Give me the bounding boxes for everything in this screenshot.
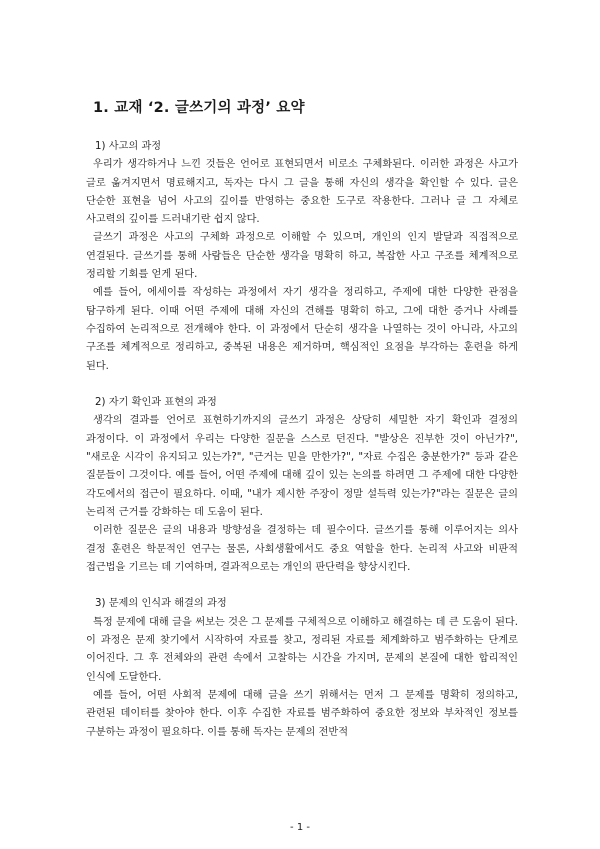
section-heading: 1) 사고의 과정 bbox=[95, 141, 162, 152]
section-thinking-process bbox=[86, 138, 518, 376]
paragraph: 예를 들어, 에세이를 작성하는 과정에서 자기 생각을 정리하고, 주제에 대한 다양한 관점을 탐구하게 된다. 이때 어떤 주제에 대해 자신의 견해를 명확히 하고, 그에 대한 증거나 사례를 수집하여 논리적으로 전개해야 한다. 이 과정에서 단순히 생각을 나열하는 것이 아니라, 사고의 구조를 체계적으로 정리하고, 중복된 내용은 제거하며, 핵심적인 요점을 부각하는 훈련을 하게 된다. bbox=[86, 287, 518, 372]
section-heading: 3) 문제의 인식과 해결의 과정 bbox=[95, 598, 227, 610]
paragraph: 글쓰기 과정은 사고의 구체화 과정으로 이해할 수 있으며, 개인의 인지 발달과 직접적으로 연결된다. 글쓰기를 통해 사람들은 단순한 생각을 명확히 하고, 복잡한 사고 구조를 체계적으로 정리할 기회를 얻게 된다. bbox=[86, 232, 518, 281]
document-body bbox=[86, 138, 518, 760]
section-self-confirmation bbox=[86, 394, 518, 577]
paragraph: 이러한 질문은 글의 내용과 방향성을 결정하는 데 필수이다. 글쓰기를 통해 이루어지는 의사 결정 훈련은 학문적인 연구는 물론, 사회생활에서도 중요 역할을 한다. 논리적 사고와 비판적 접근법을 기르는 데 기여하며, 결과적으로는 개인의 판단력을 향상시킨다. bbox=[86, 525, 518, 573]
section-heading: 2) 자기 확인과 표현의 과정 bbox=[95, 397, 217, 409]
paragraph: 예를 들어, 어떤 사회적 문제에 대해 글을 쓰기 위해서는 먼저 그 문제를 명확히 정의하고, 관련된 데이터를 찾아야 한다. 이후 수집한 자료를 범주화하여 중요한 정보와 부차적인 정보를 구분하는 과정이 필요하다. 이를 통해 독자는 문제의 전반적 bbox=[86, 689, 518, 738]
page-number: - 1 - bbox=[290, 822, 310, 833]
section-problem-solving bbox=[86, 595, 518, 741]
paragraph: 특정 문제에 대해 글을 써보는 것은 그 문제를 구체적으로 이해하고 해결하는 데 큰 도움이 된다. 이 과정은 문제 찾기에서 시작하여 자료를 찾고, 정리된 자료를 체계화하고 범주화하는 단계로 이어진다. 그 후 전체와의 관련 속에서 고찰하는 시간을 가지며, 문제의 본질에 대한 합리적인 인식에 도달한다. bbox=[86, 616, 518, 683]
page-title: 1. 교재 ‘2. 글쓰기의 과정’ 요약 bbox=[93, 100, 305, 116]
paragraph: 생각의 결과를 언어로 표현하기까지의 글쓰기 과정은 상당히 세밀한 자기 확인과 결정의 과정이다. 이 과정에서 우리는 다양한 질문을 스스로 던진다. "발상은 진부한 것이 아닌가?", "새로운 시각이 유지되고 있는가?", "근거는 믿을 만한가?", "자료 수집은 충분한가?" 등과 같은 질문들이 그것이다. 예를 들어, 어떤 주제에 대해 깊이 있는 논의를 하려면 그 주제에 대한 다양한 각도에서의 접근이 필요하다. 이때, "내가 제시한 주장이 정말 설득력 있는가?"라는 질문은 글의 논리적 근거를 강화하는 데 도움이 된다. bbox=[86, 415, 518, 518]
paragraph: 우리가 생각하거나 느낀 것들은 언어로 표현되면서 비로소 구체화된다. 이러한 과정은 사고가 글로 옮겨지면서 명료해지고, 독자는 다시 그 글을 통해 자신의 생각을 확인할 수 있다. 글은 단순한 표현을 넘어 사고의 깊이를 반영하는 중요한 도구로 작용한다. 그러나 글 그 자체로 사고력의 깊이를 드러내기란 쉽지 않다. bbox=[86, 159, 518, 226]
